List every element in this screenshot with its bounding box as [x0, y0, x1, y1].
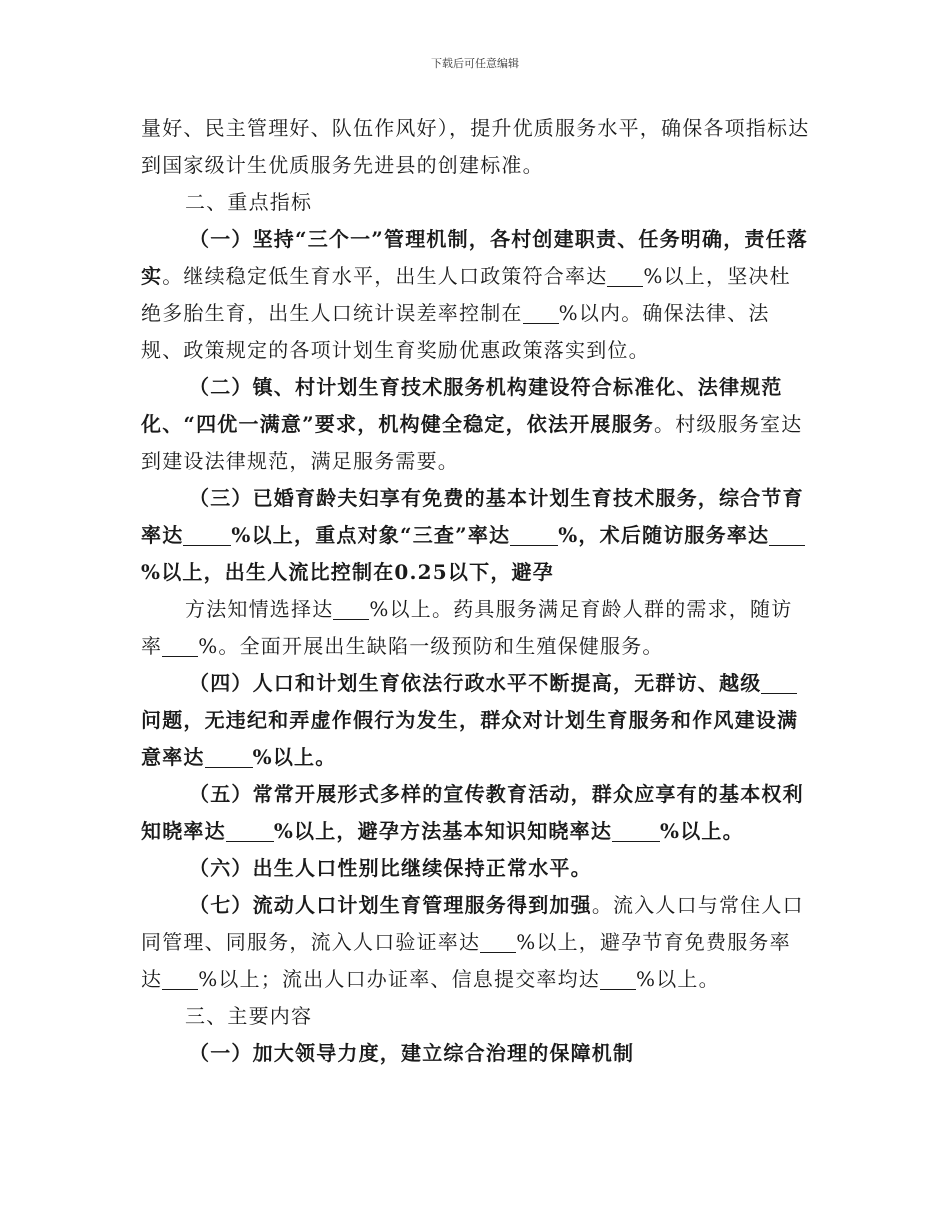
item-4	[141, 665, 811, 776]
blank-line	[612, 819, 660, 842]
item-3	[141, 480, 811, 591]
subsection-heading: （一）加大领导力度，建立综合治理的保障机制	[189, 1041, 635, 1065]
item-1-text-3: %以内。确保法律、法规、政策规定的各项计划生育奖励优惠政策落实到位。	[141, 301, 770, 362]
blank-line	[205, 745, 253, 768]
item-4-text-2: 问题，无违纪和弄虚作假行为发生，群众对计划生育服务和作风建设满意率达	[141, 708, 799, 769]
blank-line	[607, 264, 643, 287]
item-3-text-1: （三）已婚育龄夫妇享有免费的基本计划生育技术服务，综合节育率达	[141, 486, 804, 547]
item-2-text: 。村级服务室达到建设法律规范，满足服务需要。	[141, 412, 803, 473]
item-3-continued	[141, 591, 811, 665]
section-heading-main-content: 三、主要内容	[185, 1004, 313, 1028]
item-5-text-1: （五）常常开展形式多样的宣传教育活动，群众应享有的基本权利知晓率达	[141, 782, 804, 843]
item-7-text-1: 。流入人口与常住人口同管理、同服务，流入人口验证率达	[141, 893, 804, 954]
item-2	[141, 369, 811, 480]
blank-line	[162, 967, 198, 990]
item-3b-text-3: %。全面开展出生缺陷一级预防和生殖保健服务。	[198, 634, 664, 658]
item-1-text: 。继续稳定低生育水平，出生人口政策符合率达	[162, 264, 608, 288]
blank-line	[480, 930, 516, 953]
item-6: （六）出生人口性别比继续保持正常水平。	[189, 856, 592, 880]
item-4-text-3: %以上。	[252, 745, 337, 769]
item-5-text-2: %以上，避孕方法基本知识知晓率达	[273, 819, 613, 843]
blank-line	[510, 523, 558, 546]
item-7-heading: （七）流动人口计划生育管理服务得到加强	[189, 893, 592, 917]
item-7-text-4: %以上。	[636, 967, 720, 991]
page-header: 下载后可任意编辑	[431, 57, 519, 70]
blank-line	[162, 634, 198, 657]
item-3b-text-2: %以上。药具服务满足育龄人群的需求，随访率	[141, 597, 793, 658]
item-5-text-3: %以上。	[660, 819, 744, 843]
blank-line	[183, 523, 231, 546]
paragraph-continuation: 量好、民主管理好、队伍作风好），提升优质服务水平，确保各项指标达到国家级计生优质服务先进县的创建标准。	[141, 116, 810, 177]
item-2-heading: （二）镇、村计划生育技术服务机构建设符合标准化、法律规范化、“四优一满意”要求，机构健全稳定，依法开展服务	[141, 375, 783, 436]
blank-line	[761, 671, 797, 694]
item-4-text-1: （四）人口和计划生育依法行政水平不断提高，无群访、越级	[189, 671, 762, 695]
section-heading-key-indicators: 二、重点指标	[185, 190, 313, 214]
item-7-text-3: %以上；流出人口办证率、信息提交率均达	[198, 967, 601, 991]
item-1-heading: （一）坚持“三个一”管理机制，各村创建职责、任务明确，责任落实	[141, 227, 809, 288]
item-5	[141, 776, 811, 850]
blank-line	[523, 301, 559, 324]
item-7	[141, 887, 811, 998]
item-3-text-2: %以上，重点对象“三查”率达	[231, 523, 511, 547]
document-body	[141, 110, 811, 1072]
item-7-text-2: %以上，避孕节育免费服务率达	[141, 930, 791, 991]
item-3-text-4: %以上，出生人流比控制在0.25以下，避孕	[141, 560, 554, 584]
item-1-text-2: %以上，坚决杜绝多胎生育，出生人口统计误差率控制在	[141, 264, 791, 325]
item-3b-text-1: 方法知情选择达	[185, 597, 334, 621]
item-3-text-3: %，术后随访服务率达	[558, 523, 770, 547]
blank-line	[769, 523, 805, 546]
blank-line	[600, 967, 636, 990]
item-1	[141, 221, 811, 369]
blank-line	[226, 819, 274, 842]
blank-line	[333, 597, 369, 620]
